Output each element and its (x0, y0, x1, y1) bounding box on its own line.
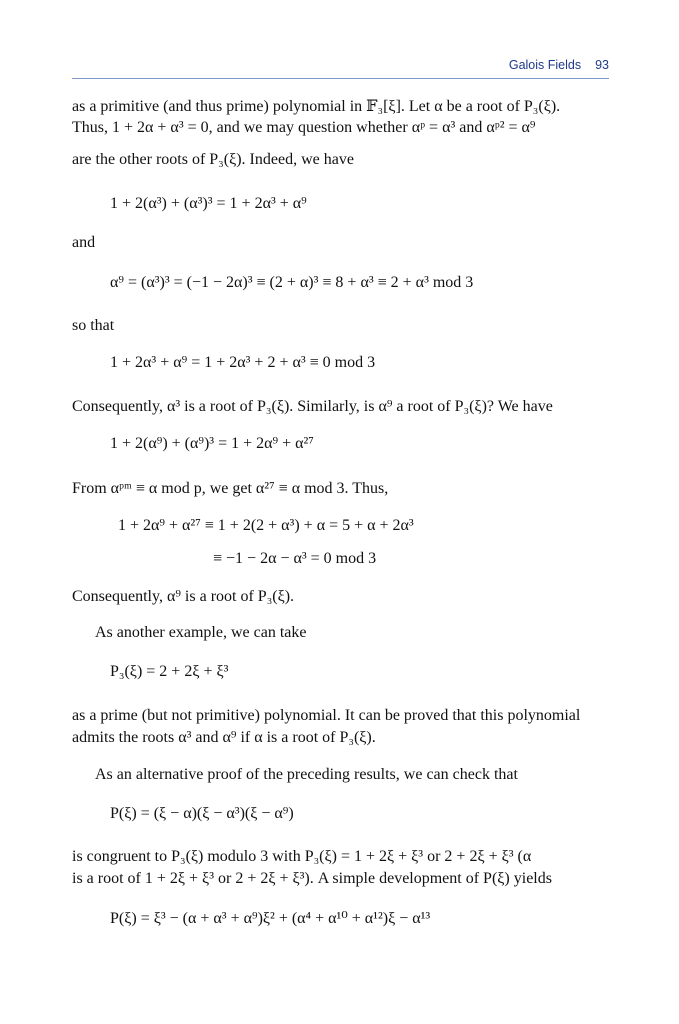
paragraph-line: are the other roots of P₃(ξ). Indeed, we have (72, 151, 354, 168)
equation: α⁹ = (α³)³ = (−1 − 2α)³ ≡ (2 + α)³ ≡ 8 + α³ ≡ 2 + α³ mod 3 (110, 274, 474, 291)
equation: 1 + 2(α³) + (α³)³ = 1 + 2α³ + α⁹ (110, 195, 307, 212)
equation: 1 + 2α³ + α⁹ = 1 + 2α³ + 2 + α³ ≡ 0 mod 3 (110, 354, 376, 371)
paragraph-line: Consequently, α³ is a root of P₃(ξ). Similarly, is α⁹ a root of P₃(ξ)? We have (72, 398, 553, 415)
paragraph-line: Thus, 1 + 2α + α³ = 0, and we may question whether αᵖ = α³ and αᵖ² = α⁹ (72, 119, 536, 136)
paragraph-line: is congruent to P₃(ξ) modulo 3 with P₃(ξ) = 1 + 2ξ + ξ³ or 2 + 2ξ + ξ³ (α (72, 848, 532, 865)
paragraph-line: From αᵖᵐ ≡ α mod p, we get α²⁷ ≡ α mod 3. Thus, (72, 480, 389, 497)
paragraph-line: Consequently, α⁹ is a root of P₃(ξ). (72, 588, 295, 605)
equation: P(ξ) = (ξ − α)(ξ − α³)(ξ − α⁹) (110, 805, 294, 822)
equation: 1 + 2(α⁹) + (α⁹)³ = 1 + 2α⁹ + α²⁷ (110, 435, 314, 452)
equation: ≡ −1 − 2α − α³ = 0 mod 3 (213, 550, 377, 567)
paragraph-line: and (72, 234, 96, 251)
paragraph-line: As an alternative proof of the preceding results, we can check that (95, 766, 518, 783)
paragraph-line: is a root of 1 + 2ξ + ξ³ or 2 + 2ξ + ξ³). A simple development of P(ξ) yields (72, 870, 552, 887)
paragraph-line: so that (72, 317, 115, 334)
page-number: 93 (595, 58, 609, 72)
running-header-title: Galois Fields (508, 58, 582, 72)
paragraph-line: As another example, we can take (95, 624, 307, 641)
equation: P(ξ) = ξ³ − (α + α³ + α⁹)ξ² + (α⁴ + α¹⁰ + α¹²)ξ − α¹³ (110, 910, 431, 927)
equation: P₃(ξ) = 2 + 2ξ + ξ³ (110, 663, 229, 680)
paragraph-line: admits the roots α³ and α⁹ if α is a root of P₃(ξ). (72, 729, 376, 746)
paragraph-line: as a primitive (and thus prime) polynomial in 𝔽₃[ξ]. Let α be a root of P₃(ξ). (72, 98, 561, 115)
running-header (509, 58, 609, 72)
equation: 1 + 2α⁹ + α²⁷ ≡ 1 + 2(2 + α³) + α = 5 + α + 2α³ (118, 517, 414, 534)
header-rule (72, 78, 609, 79)
paragraph-line: as a prime (but not primitive) polynomial. It can be proved that this polynomial (72, 707, 581, 724)
